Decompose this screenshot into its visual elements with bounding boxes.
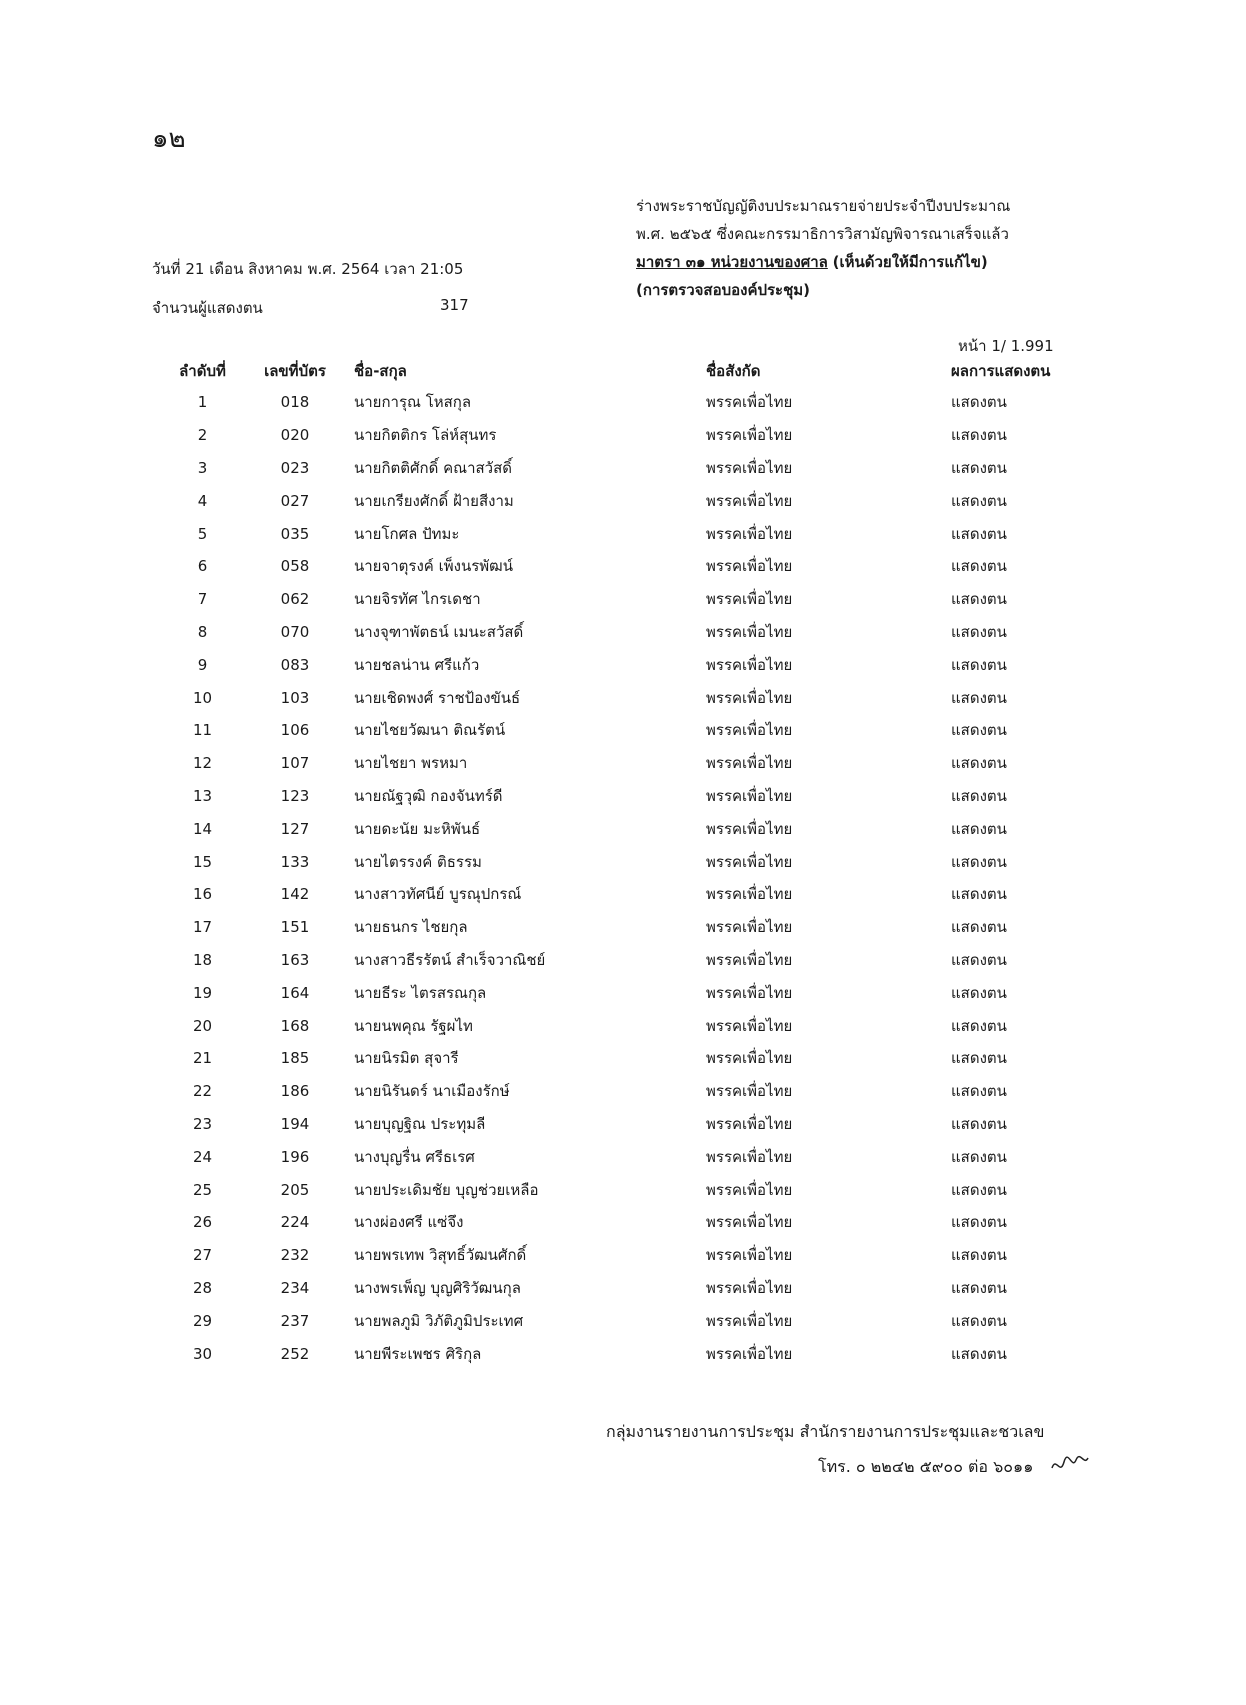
cell-card: 168 <box>280 1016 310 1035</box>
cell-no: 25 <box>192 1180 213 1199</box>
cell-name: นายจิรทัศ ไกรเดชา <box>354 590 481 609</box>
cell-party: พรรคเพื่อไทย <box>706 1049 793 1068</box>
cell-party: พรรคเพื่อไทย <box>706 557 793 576</box>
cell-result: แสดงตน <box>951 458 1007 477</box>
cell-result: แสดงตน <box>951 819 1007 838</box>
cell-card: 196 <box>280 1147 310 1166</box>
cell-party: พรรคเพื่อไทย <box>706 590 793 609</box>
cell-name: นายพีระเพชร ศิริกุล <box>354 1344 482 1363</box>
cell-name: นายบุญฐิณ ประทุมลี <box>354 1114 486 1133</box>
cell-result: แสดงตน <box>951 557 1007 576</box>
cell-party: พรรคเพื่อไทย <box>706 983 793 1002</box>
cell-no: 19 <box>192 983 213 1002</box>
cell-party: พรรคเพื่อไทย <box>706 721 793 740</box>
table-row <box>160 1272 1081 1305</box>
cell-name: นางสาวธีรรัตน์ สำเร็จวาณิชย์ <box>354 950 546 969</box>
cell-card: 252 <box>280 1344 310 1363</box>
table-row <box>160 878 1081 911</box>
cell-result: แสดงตน <box>951 721 1007 740</box>
cell-card: 234 <box>280 1278 310 1297</box>
cell-result: แสดงตน <box>951 622 1007 641</box>
table-row <box>160 517 1081 550</box>
cell-card: 194 <box>280 1114 310 1133</box>
cell-result: แสดงตน <box>951 393 1007 412</box>
cell-no: 6 <box>197 557 208 576</box>
cell-card: 020 <box>280 426 310 445</box>
cell-no: 13 <box>192 786 213 805</box>
table-row <box>160 714 1081 747</box>
table-body <box>160 386 1081 1370</box>
attendance-table <box>160 356 1081 1370</box>
cell-party: พรรคเพื่อไทย <box>706 754 793 773</box>
table-row <box>160 1337 1081 1370</box>
cell-result: แสดงตน <box>951 524 1007 543</box>
cell-no: 18 <box>192 950 213 969</box>
cell-party: พรรคเพื่อไทย <box>706 1278 793 1297</box>
cell-no: 10 <box>192 688 213 707</box>
title-line-4: (การตรวจสอบองค์ประชุม) <box>636 281 811 299</box>
cell-name: นายไชยวัฒนา ติณรัตน์ <box>354 721 506 740</box>
table-row <box>160 976 1081 1009</box>
cell-name: นายธีระ ไตรสรณกุล <box>354 983 487 1002</box>
cell-party: พรรคเพื่อไทย <box>706 458 793 477</box>
cell-no: 7 <box>197 590 208 609</box>
cell-result: แสดงตน <box>951 1016 1007 1035</box>
cell-card: 151 <box>280 918 310 937</box>
cell-no: 26 <box>192 1213 213 1232</box>
cell-party: พรรคเพื่อไทย <box>706 786 793 805</box>
table-row <box>160 1304 1081 1337</box>
cell-result: แสดงตน <box>951 491 1007 510</box>
cell-result: แสดงตน <box>951 1213 1007 1232</box>
cell-name: นายนพคุณ รัฐผไท <box>354 1016 473 1035</box>
cell-no: 4 <box>197 491 208 510</box>
cell-name: นายกิตติศักดิ์ คณาสวัสดิ์ <box>354 458 512 477</box>
cell-no: 5 <box>197 524 208 543</box>
cell-name: นายจาตุรงค์ เพ็งนรพัฒน์ <box>354 557 513 576</box>
cell-no: 12 <box>192 754 213 773</box>
attendee-count-label: จำนวนผู้แสดงตน <box>152 299 263 317</box>
cell-no: 27 <box>192 1246 213 1265</box>
cell-name: นายไชยา พรหมา <box>354 754 468 773</box>
cell-party: พรรคเพื่อไทย <box>706 393 793 412</box>
cell-name: นายนิรมิต สุจารี <box>354 1049 459 1068</box>
attendee-count-value: 317 <box>440 296 469 314</box>
cell-party: พรรคเพื่อไทย <box>706 1246 793 1265</box>
cell-card: 027 <box>280 491 310 510</box>
cell-result: แสดงตน <box>951 852 1007 871</box>
cell-no: 23 <box>192 1114 213 1133</box>
cell-party: พรรคเพื่อไทย <box>706 1180 793 1199</box>
cell-party: พรรคเพื่อไทย <box>706 524 793 543</box>
title-section: มาตรา ๓๑ หน่วยงานของศาล <box>636 253 828 271</box>
cell-result: แสดงตน <box>951 1278 1007 1297</box>
cell-no: 14 <box>192 819 213 838</box>
cell-card: 186 <box>280 1082 310 1101</box>
cell-name: นายพรเทพ วิสุทธิ์วัฒนศักดิ์ <box>354 1246 527 1265</box>
table-row <box>160 1075 1081 1108</box>
cell-no: 9 <box>197 655 208 674</box>
cell-party: พรรคเพื่อไทย <box>706 819 793 838</box>
cell-result: แสดงตน <box>951 590 1007 609</box>
cell-result: แสดงตน <box>951 1344 1007 1363</box>
document-title <box>636 192 1010 304</box>
cell-name: นางผ่องศรี แซ่จึง <box>354 1213 464 1232</box>
table-row <box>160 747 1081 780</box>
cell-card: 133 <box>280 852 310 871</box>
cell-card: 103 <box>280 688 310 707</box>
title-line-2: พ.ศ. ๒๕๖๕ ซึ่งคณะกรรมาธิการวิสามัญพิจารณาเสร็จแล้ว <box>636 225 1009 243</box>
cell-name: นายพลภูมิ วิภัติภูมิประเทศ <box>354 1311 524 1330</box>
cell-card: 185 <box>280 1049 310 1068</box>
cell-result: แสดงตน <box>951 1147 1007 1166</box>
cell-name: นายณัฐวุฒิ กองจันทร์ดี <box>354 786 503 805</box>
table-row <box>160 911 1081 944</box>
cell-card: 127 <box>280 819 310 838</box>
cell-name: นายดะนัย มะหิพันธ์ <box>354 819 481 838</box>
cell-no: 21 <box>192 1049 213 1068</box>
cell-no: 16 <box>192 885 213 904</box>
cell-card: 123 <box>280 786 310 805</box>
cell-party: พรรคเพื่อไทย <box>706 950 793 969</box>
cell-card: 232 <box>280 1246 310 1265</box>
cell-result: แสดงตน <box>951 950 1007 969</box>
cell-result: แสดงตน <box>951 1180 1007 1199</box>
cell-result: แสดงตน <box>951 655 1007 674</box>
cell-no: 22 <box>192 1082 213 1101</box>
cell-result: แสดงตน <box>951 918 1007 937</box>
title-note: (เห็นด้วยให้มีการแก้ไข) <box>832 253 988 271</box>
cell-no: 1 <box>197 393 208 412</box>
cell-no: 20 <box>192 1016 213 1035</box>
table-row <box>160 1108 1081 1141</box>
table-row <box>160 1042 1081 1075</box>
header-result: ผลการแสดงตน <box>951 362 1051 380</box>
cell-result: แสดงตน <box>951 1114 1007 1133</box>
cell-card: 142 <box>280 885 310 904</box>
cell-party: พรรคเพื่อไทย <box>706 852 793 871</box>
cell-no: 2 <box>197 426 208 445</box>
cell-name: นางสาวทัศนีย์ บูรณุปกรณ์ <box>354 885 522 904</box>
footer-unit: กลุ่มงานรายงานการประชุม สำนักรายงานการประชุมและชวเลข <box>606 1422 1045 1441</box>
cell-party: พรรคเพื่อไทย <box>706 622 793 641</box>
cell-card: 224 <box>280 1213 310 1232</box>
cell-card: 035 <box>280 524 310 543</box>
cell-party: พรรคเพื่อไทย <box>706 1016 793 1035</box>
cell-no: 11 <box>192 721 213 740</box>
cell-card: 023 <box>280 458 310 477</box>
cell-card: 107 <box>280 754 310 773</box>
cell-result: แสดงตน <box>951 1311 1007 1330</box>
table-row <box>160 944 1081 977</box>
cell-no: 24 <box>192 1147 213 1166</box>
table-header-row <box>160 356 1081 386</box>
cell-name: นายประเดิมชัย บุญช่วยเหลือ <box>354 1180 539 1199</box>
cell-name: นางพรเพ็ญ บุญศิริวัฒนกุล <box>354 1278 521 1297</box>
table-row <box>160 845 1081 878</box>
cell-name: นายเกรียงศักดิ์ ฝ้ายสีงาม <box>354 491 514 510</box>
cell-result: แสดงตน <box>951 426 1007 445</box>
cell-party: พรรคเพื่อไทย <box>706 1082 793 1101</box>
page-reference: หน้า 1/ 1.991 <box>958 337 1054 355</box>
cell-result: แสดงตน <box>951 983 1007 1002</box>
table-row <box>160 419 1081 452</box>
cell-party: พรรคเพื่อไทย <box>706 688 793 707</box>
table-row <box>160 616 1081 649</box>
cell-no: 28 <box>192 1278 213 1297</box>
cell-card: 058 <box>280 557 310 576</box>
cell-card: 018 <box>280 393 310 412</box>
header-party: ชื่อสังกัด <box>706 362 761 380</box>
cell-name: นางบุญรื่น ศรีธเรศ <box>354 1147 475 1166</box>
cell-no: 30 <box>192 1344 213 1363</box>
cell-card: 083 <box>280 655 310 674</box>
cell-party: พรรคเพื่อไทย <box>706 918 793 937</box>
table-row <box>160 1173 1081 1206</box>
cell-name: นายการุณ โหสกุล <box>354 393 472 412</box>
cell-card: 070 <box>280 622 310 641</box>
cell-name: นายเชิดพงศ์ ราชป้องขันธ์ <box>354 688 521 707</box>
table-row <box>160 648 1081 681</box>
cell-no: 29 <box>192 1311 213 1330</box>
header-name: ชื่อ-สกุล <box>354 362 407 380</box>
cell-card: 062 <box>280 590 310 609</box>
cell-name: นายชลน่าน ศรีแก้ว <box>354 655 480 674</box>
header-no: ลำดับที่ <box>179 362 226 380</box>
cell-no: 15 <box>192 852 213 871</box>
cell-result: แสดงตน <box>951 1246 1007 1265</box>
table-row <box>160 1140 1081 1173</box>
table-row <box>160 550 1081 583</box>
cell-name: นายกิตติกร โล่ห์สุนทร <box>354 426 497 445</box>
table-row <box>160 583 1081 616</box>
signature-mark <box>1050 1450 1090 1478</box>
cell-card: 164 <box>280 983 310 1002</box>
cell-no: 8 <box>197 622 208 641</box>
table-row <box>160 452 1081 485</box>
title-line-3 <box>636 248 1010 276</box>
cell-name: นายนิรันดร์ นาเมืองรักษ์ <box>354 1082 510 1101</box>
table-row <box>160 1206 1081 1239</box>
cell-party: พรรคเพื่อไทย <box>706 1311 793 1330</box>
cell-result: แสดงตน <box>951 754 1007 773</box>
title-line-1: ร่างพระราชบัญญัติงบประมาณรายจ่ายประจำปีงบประมาณ <box>636 197 1011 215</box>
cell-party: พรรคเพื่อไทย <box>706 1213 793 1232</box>
cell-result: แสดงตน <box>951 1049 1007 1068</box>
table-row <box>160 484 1081 517</box>
table-row <box>160 1239 1081 1272</box>
cell-party: พรรคเพื่อไทย <box>706 1114 793 1133</box>
table-row <box>160 780 1081 813</box>
cell-result: แสดงตน <box>951 688 1007 707</box>
cell-name: นายไตรรงค์ ติธรรม <box>354 852 482 871</box>
cell-name: นายโกศล ปัทมะ <box>354 524 460 543</box>
cell-card: 163 <box>280 950 310 969</box>
cell-party: พรรคเพื่อไทย <box>706 491 793 510</box>
cell-party: พรรคเพื่อไทย <box>706 1147 793 1166</box>
cell-result: แสดงตน <box>951 1082 1007 1101</box>
cell-party: พรรคเพื่อไทย <box>706 885 793 904</box>
cell-party: พรรคเพื่อไทย <box>706 426 793 445</box>
cell-result: แสดงตน <box>951 786 1007 805</box>
cell-card: 106 <box>280 721 310 740</box>
table-row <box>160 386 1081 419</box>
table-row <box>160 1009 1081 1042</box>
cell-party: พรรคเพื่อไทย <box>706 1344 793 1363</box>
cell-result: แสดงตน <box>951 885 1007 904</box>
table-row <box>160 812 1081 845</box>
cell-no: 3 <box>197 458 208 477</box>
page-number: ๑๒ <box>152 124 186 154</box>
cell-party: พรรคเพื่อไทย <box>706 655 793 674</box>
footer-phone: โทร. ๐ ๒๒๔๒ ๕๙๐๐ ต่อ ๖๐๑๑ <box>818 1457 1034 1476</box>
cell-card: 237 <box>280 1311 310 1330</box>
cell-card: 205 <box>280 1180 310 1199</box>
cell-name: นายธนกร ไชยกุล <box>354 918 468 937</box>
date-time: วันที่ 21 เดือน สิงหาคม พ.ศ. 2564 เวลา 21:05 <box>152 260 464 278</box>
table-row <box>160 681 1081 714</box>
cell-no: 17 <box>192 918 213 937</box>
cell-name: นางจุฑาพัตธน์ เมนะสวัสดิ์ <box>354 622 524 641</box>
header-card: เลขที่บัตร <box>264 362 326 380</box>
